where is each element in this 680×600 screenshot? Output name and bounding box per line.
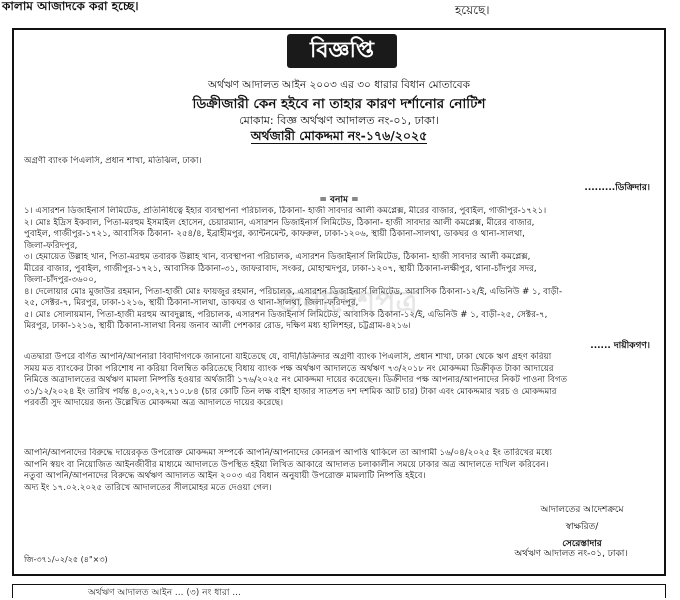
signature-signed: স্বাক্ষরিত/ [565,522,599,532]
versus-divider: = বনাম = [319,195,359,205]
defendant-1-line-1: ১। এসারশন ডিজাইনার্স লিমিটেড, প্রতিনিধিত্বে ইহার ব্যবস্থাপনা পরিচালক, ঠিকানা- হাজী সাবদার আলী কমপ্লেক্স, মীরের বাজার, পুবাইল, গাজীপুর-১৭২১। [24,206,547,216]
defendant-3-line-1: ৩। হেমায়েত উল্লাহ খান, পিতা-মরহুম তবারক উল্লাহ খান, ব্যবস্থাপনা পরিচালক, এসারশন ডিজাইনার্স লিমিটেড, ঠিকানা- হাজী সাবদার আলী কমপ্লেক্স, [24,252,531,262]
defendant-2-line-3: জিলা-ফরিদপুর, [24,240,78,251]
signature-court: অর্থঋণ আদালত নং-০১, ঢাকা। [514,549,628,559]
law-reference: অর্থঋণ আদালত আইন ২০০৩ এর ৩০ ধারার বিধান মোতাবেক [208,79,470,91]
decree-holder-tag: .........ডিক্রিদার। [584,183,650,193]
publisher-watermark: জনাদেশপত্র [276,285,418,320]
court-notice [12,28,666,576]
clip-top-left-text: কালাম আজাদকে করা হচ্ছে। [2,0,139,13]
para1-line: ৩১/১২/২০২৪ ইং তারিখ পর্যন্ত ৪,০৩,২২,৭১০.৮৪ (চার কোটি তিন লক্ষ বাইশ হাজার সাতশত দশ দশমিক আট চার) টাকা এবং মোকদ্দমার খরচ ও মোকদ্দমার [24,386,557,397]
para1-line: পরবর্তী সুদ আদায়ের জন্য উল্লেখিত মোকদ্দমা অত্র আদালতে দায়ের করেছে। [24,398,284,408]
clip-bottom-text: অর্থঋণ আদালত আইন ... (৩) নং ধারা ... [88,588,241,598]
previous-clipping-fragment [0,0,680,22]
defendant-4-line-2: ২৫, সেক্টর-৭, মিরপুর, ঢাকা-১২১৬, স্থায়ী ঠিকানা-সালথা, ডাকঘর ও থানা-সালথা, জিলা-ফরিদপুর, [24,298,359,308]
notice-title: বিজ্ঞপ্তি [287,34,397,68]
case-number: অর্থজারী মোকদ্দমা নং-১৭৬/২০২৫ [250,128,428,143]
debtor-tag: ...... দায়ীকগণ। [590,341,650,351]
defendant-4-line-1: ৪। দেলোয়ার মোঃ মুজাউর রহমান, পিতা-হাজী মোঃ ফায়জুর রহমান, পরিচালক, এসারশন ডিজাইনার্স লিমিটেড, আবাসিক ঠিকানা-১২/ই, এভিনিউ # ১, বাড়ী- [24,286,563,297]
para1-line: নিমিত্তে অত্রাদালতের অর্থঋণ মামলা নিষ্পত্তি হওয়ার অর্থজারী ১৭৬/২০২৫ নং মোকদ্দমা দায়ের করেছেন। ডিক্রীদার পক্ষ আপনার/আপনাদের নিকট পাওনা বিগত [24,375,568,385]
signature-designation: সেরেস্তাদার [562,539,602,549]
para1-line: এতদ্বারা উপরে বর্ণিত আপনি/আপনারা বিবাদীগণকে জানানো যাইতেছে যে, বাদী/ডিক্রিদার অগ্রণী ব্যাংক পিএলসি, প্রধান শাখা, ঢাকা থেকে ঋণ গ্রহণ করিয়া [24,352,552,362]
decree-holder: অগ্রণী ব্যাংক পিএলসি, প্রধান শাখা, মতিঝিল, ঢাকা। [24,156,202,166]
para1-line: সময় মত ব্যাংকের টাকা পরিশোধ না করিয়া বিলম্বিত করিতেছে বিধায় ব্যাংক পক্ষ অর্থঋণ আদালতে অর্থঋণ ৭৩/২০১৮ নং মোকদ্দমা ডিক্রীকৃত টাকা আদায়ের [24,363,554,374]
court-name: মোকাম: বিজ্ঞ অর্থঋণ আদালত নং-০১, ঢাকা। [239,114,439,127]
para2-line: আপনি/আপনাদের বিরুদ্ধে দায়েরকৃত উপরোক্ত মোকদ্দমা সম্পর্কে আপনি/আপনাদের কোনরূপ আপত্তি থাকিলে তা আগামী ১৬/০৪/২০২৫ ইং তারিখের মধ্যে [24,448,552,458]
signature-order-line: আদালতের আদেশক্রমে [540,505,624,515]
defendant-3-line-2: মীরের বাজার, পুবাইল, গাজীপুর-১৭২১, আবাসিক ঠিকানা-৩১, জাফরাবাদ, সংকর, মোহাম্মদপুর, ঢাকা-১২০৭, স্থায়ী ঠিকানা-লক্ষীপুর, থানা-চাঁদপুর সদর, [24,263,537,274]
para2-line: নতুবা আপনি/আপনাদের বিরুদ্ধে অর্থঋণ আদালত আইন ২০০৩ এর বিধান অনুযায়ী উপরোক্ত মামলাটি নিষ্পত্তি হইবে। [24,471,426,481]
para2-line: অদ্য ইং ১৭.০২.২০২৫ তারিখে আদালতের সীলমোহর মতে দেওয়া গেল। [24,482,272,493]
notice-paragraph-1 [24,352,656,410]
defendant-5-line-1: ৫। মোঃ সোলায়মান, পিতা-হাজী মরহুম আবদুল্লাহ, পরিচালক, এসারশন ডিজাইনার্স লিমিটেড, আবাসিক ঠিকানা-১২/ই, এভিনিউ # ১, বাড়ী-২৫, সেক্টর-৭, [24,309,548,320]
notice-paragraph-2 [24,448,656,494]
defendant-2-line-2: পুবাইল, গাজীপুর-১৭২১, আবাসিক ঠিকানা- ২৫৪/৪, ইব্রাহীমপুর, ক্যান্টনমেন্ট, কাফরুল, ঢাকা-১২০৬, স্থায়ী ঠিকানা-সালথা, ডাকঘর ও থানা-সালথা, [24,229,525,239]
notice-headline: ডিক্রীজারী কেন হইবে না তাহার কারণ দর্শানোর নোটিশ [192,96,486,112]
defendant-2-line-1: ২। মোঃ ইদ্রিস ইকবাল, পিতা-মরহুম ইসমাইল হোসেন, চেয়ারম্যান, এসারশন ডিজাইনার্স লিমিটেড, ঠিকানা- হাজী সাবদার আলী কমপ্লেক্স, মীরের বাজার, [24,217,535,228]
clip-top-right-text: হয়েছে। [455,3,490,17]
signature-block [512,502,652,551]
para2-line: আপনি স্বয়ং বা নিয়োজিত আইনজীবীর মাধ্যমে আদালতে উপস্থিত হইয়া লিখিত আকারে আদালত চলাকালীন সময়ে ঢাকার অত্র আদালতে দাখিল করিবেন। [24,459,549,470]
defendant-5-line-2: মিরপুর, ঢাকা-১২১৬, স্থায়ী ঠিকানা-সালথা বিনয় জনাব আলী পেশকার রোড, দক্ষিণ মধ্য হালিশহর, চট্টগ্রাম-৪২১৬। [24,321,411,331]
reference-code: জি-৩৭১/০২/২৫ (৪"×৩) [24,555,108,564]
defendant-3-line-3: জিলা-চাঁদপুর-৩৬০০, [24,275,97,285]
